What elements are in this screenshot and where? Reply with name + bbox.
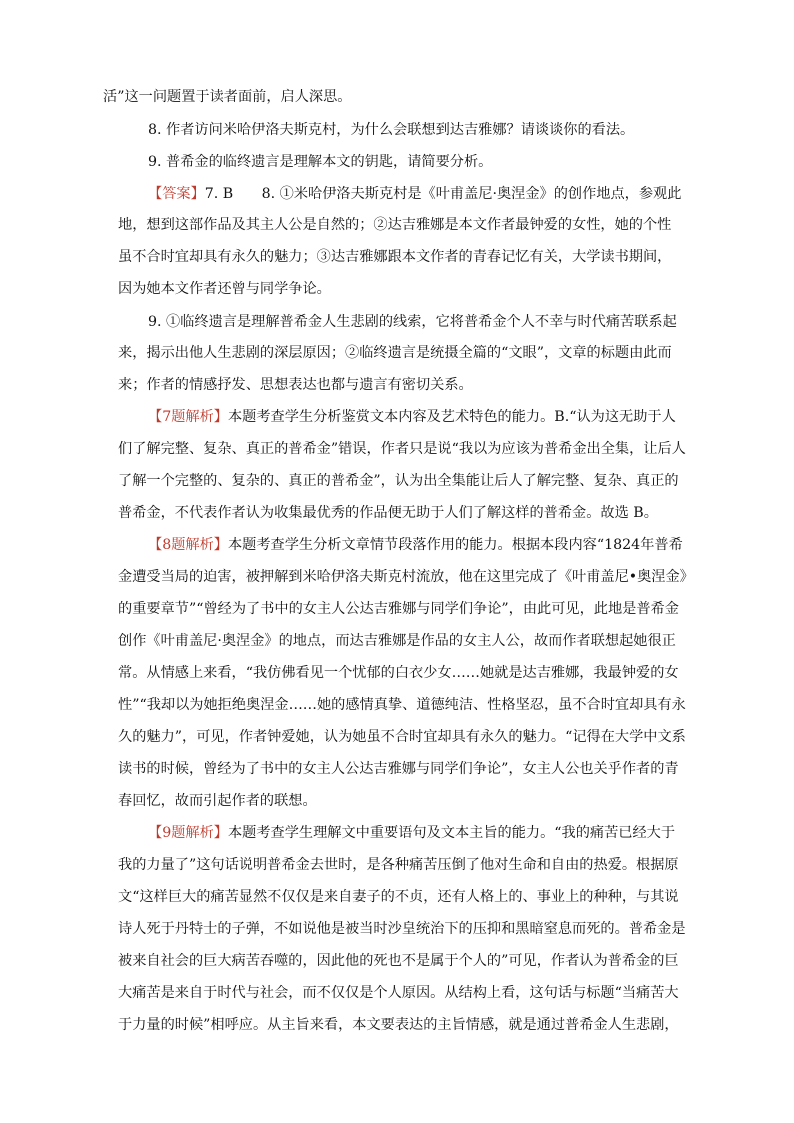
text-line: 大痛苦是来自于时代与社会，而不仅仅是个人原因。从结构上看，这句话与标题“当痛苦大 (118, 985, 679, 1001)
line-text: 7. B 8. ①米哈伊洛夫斯克村是《叶甫盖尼·奥涅金》的创作地点，参观此 (204, 186, 682, 202)
text-line: 春回忆，故而引起作者的联想。 (118, 793, 317, 809)
text-line: 性”“我却以为她拒绝奥涅金……她的感情真挚、道德纯洁、性格坚忍，虽不合时宜却具有永 (118, 697, 686, 713)
section-label: 【8题解析】 (148, 537, 228, 553)
line-text: 本题考查学生分析文章情节段落作用的能力。根据本段内容“1824年普希 (227, 537, 683, 553)
text-line: 因为她本文作者还曾与同学争论。 (118, 281, 331, 297)
text-line: 诗人死于丹特士的子弹，不如说他是被当时沙皇统治下的压抑和黑暗窒息而死的。普希金是 (118, 921, 686, 937)
line-text: 本题考查学生分析鉴赏文本内容及艺术特色的能力。B.“认为这无助于人 (227, 409, 676, 425)
text-line: 9. ①临终遗言是理解普希金人生悲剧的线索，它将普希金个人不幸与时代痛苦联系起 (148, 314, 677, 330)
section-label: 【9题解析】 (148, 825, 228, 841)
text-line: 创作《叶甫盖尼·奥涅金》的地点，而达吉雅娜是作品的女主人公，故而作者联想起她很正 (118, 633, 676, 649)
text-line: 们了解完整、复杂、真正的普希金”错误，作者只是说“我以为应该为普希金出全集，让后人 (118, 441, 686, 457)
text-line: 虽不合时宜却具有永久的魅力；③达吉雅娜跟本文作者的青春记忆有关，大学读书期间， (118, 249, 672, 265)
section-label: 【答案】 (148, 186, 205, 202)
text-line: 金遭受当局的迫害，被押解到米哈伊洛夫斯克村流放，他在这里完成了《叶甫盖尼•奥涅金》 (118, 569, 694, 585)
text-line: 被来自社会的巨大病苦吞噬的，因此他的死也不是属于个人的”可见，作者认为普希金的巨 (118, 953, 679, 969)
text-line: 来，揭示出他人生悲剧的深层原因；②临终遗言是统摄全篇的“文眼”，文章的标题由此而 (118, 345, 672, 361)
text-line: 普希金，不代表作者认为收集最优秀的作品便无助于人们了解这样的普希金。故选 B。 (118, 505, 658, 521)
text-line: 文“这样巨大的痛苦显然不仅仅是来自妻子的不贞，还有人格上的、事业上的种种，与其说 (118, 889, 679, 905)
text-line (148, 826, 675, 840)
text-line: 于力量的时候”相呼应。从主旨来看，本文要表达的主旨情感，就是通过普希金人生悲剧， (118, 1017, 679, 1033)
text-line: 的重要章节”“曾经为了书中的女主人公达吉雅娜与同学们争论”，由此可见，此地是普希金 (118, 601, 679, 617)
text-line: 9. 普希金的临终遗言是理解本文的钥匙，请简要分析。 (148, 154, 493, 170)
text-line: 来；作者的情感抒发、思想表达也都与遗言有密切关系。 (118, 377, 473, 393)
text-line (148, 538, 683, 552)
text-line: 我的力量了”这句话说明普希金去世时，是各种痛苦压倒了他对生命和自由的热爱。根据原 (118, 857, 679, 873)
text-line: 了解一个完整的、复杂的、真正的普希金”，认为出全集能让后人了解完整、复杂、真正的 (118, 473, 679, 489)
text-line: 活”这一问题置于读者面前，启人深思。 (103, 89, 352, 105)
section-label: 【7题解析】 (148, 409, 228, 425)
text-line (148, 187, 681, 201)
text-line: 地，想到这部作品及其主人公是自然的；②达吉雅娜是本文作者最钟爱的女性，她的个性 (118, 217, 672, 233)
text-line: 读书的时候，曾经为了书中的女主人公达吉雅娜与同学们争论”，女主人公也关乎作者的青 (118, 761, 679, 777)
text-line: 常。从情感上来看，“我仿佛看见一个忧郁的白衣少女……她就是达吉雅娜，我最钟爱的女 (118, 665, 679, 681)
line-text: 本题考查学生理解文中重要语句及文本主旨的能力。“我的痛苦已经大于 (227, 825, 676, 841)
text-line: 8. 作者访问米哈伊洛夫斯克村，为什么会联想到达吉雅娜？请谈谈你的看法。 (148, 122, 635, 138)
text-line: 久的魅力”，可见，作者钟爱她，认为她虽不合时宜却具有永久的魅力。“记得在大学中文系 (118, 729, 686, 745)
text-line (148, 410, 676, 424)
